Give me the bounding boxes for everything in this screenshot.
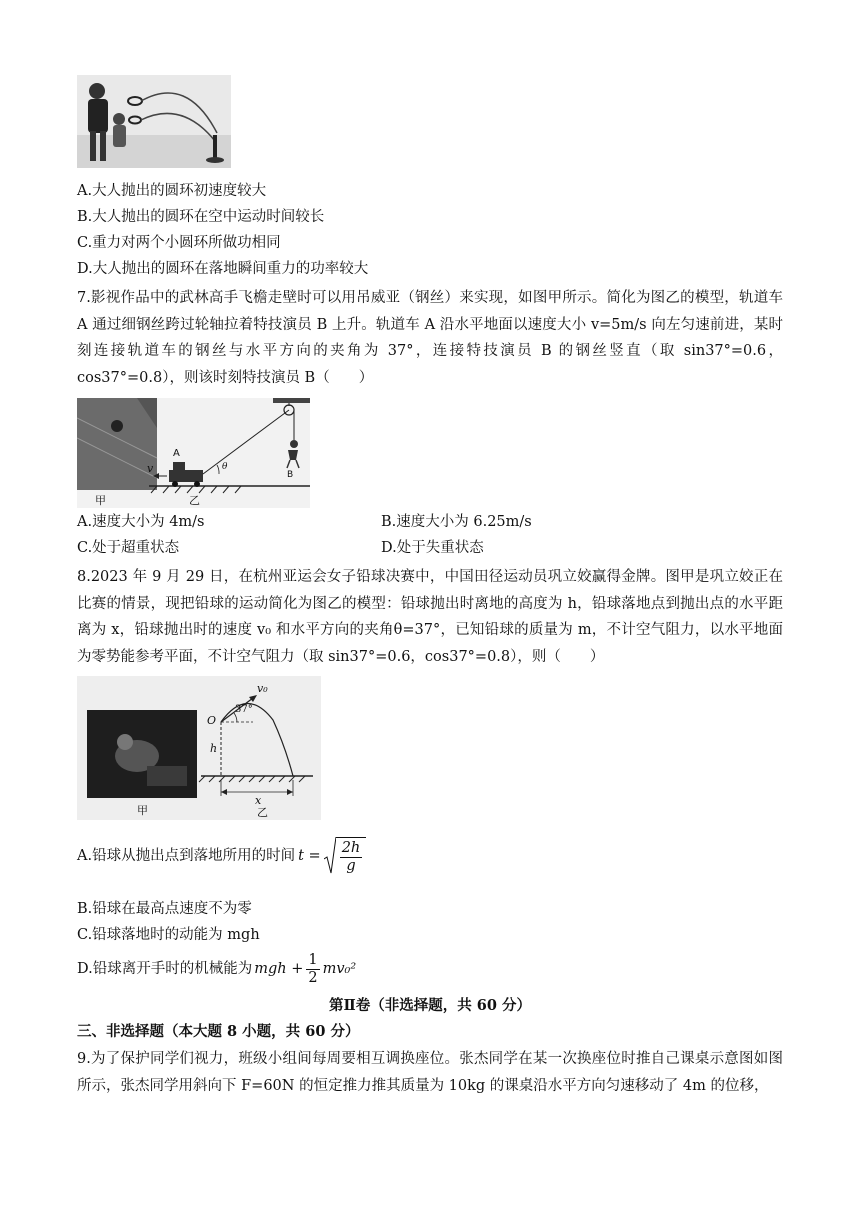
q8-label-v0: v₀ [257, 682, 268, 695]
q8-stem: 8.2023 年 9 月 29 日，在杭州亚运会女子铅球决赛中，中国田径运动员巩立姣赢得金牌。图甲是巩立姣正在比赛的情景，现把铅球的运动简化为图乙的模型：铅球抛出时离地的高度为 h，铅球落地点到抛出点的水平距离为 x，铅球抛出时的速度 v₀ 和水平方向的夹角θ=37°，已知铅球的质量为 m，不计空气阻力，以水平地面为零势能参考平面，不计空气阻力（取 sin37°=0.6，cos37°=0.8），则（ ） [77, 569, 783, 665]
q8-option-a-denominator: g [346, 858, 356, 874]
q6-option-c: C.重力对两个小圆环所做功相同 [77, 235, 281, 251]
q7-label-theta: θ [222, 462, 228, 472]
sqrt-symbol [324, 837, 367, 875]
q8-option-a [77, 836, 366, 876]
q6-option-a: A.大人抛出的圆环初速度较大 [77, 183, 267, 199]
q8-option-d-numerator: 1 [308, 951, 318, 968]
q8-label-angle: 37° [235, 704, 253, 715]
section-title: 第Ⅱ卷（非选择题，共 60 分） [329, 997, 531, 1014]
q8-option-d-text: D.铅球离开手时的机械能为 [77, 961, 253, 977]
q7-label-a: A [173, 448, 180, 459]
q8-option-a-t: t = [298, 848, 321, 864]
q7-label-yi: 乙 [189, 494, 200, 507]
q8-label-o: O [207, 714, 217, 727]
q7-option-d: D.处于失重状态 [381, 540, 484, 556]
q8-figure-drawing [77, 676, 321, 820]
q8-figure [77, 676, 321, 820]
q8-option-d-mgh: mgh + [254, 961, 304, 977]
q8-option-a-numerator: 2h [341, 840, 361, 856]
q7-label-v: v [147, 462, 154, 475]
q8-option-c: C.铅球落地时的动能为 mgh [77, 927, 260, 943]
part3-heading: 三、非选择题（本大题 8 小题，共 60 分） [77, 1023, 360, 1040]
q8-option-d [77, 950, 356, 988]
q8-option-b: B.铅球在最高点速度不为零 [77, 901, 252, 917]
q9-stem: 9.为了保护同学们视力，班级小组间每周要相互调换座位。张杰同学在某一次换座位时推自己课桌示意图如图所示，张杰同学用斜向下 F=60N 的恒定推力推其质量为 10kg 的课桌沿水平方向匀速移动了 4m 的位移， [77, 1051, 783, 1094]
q8-label-yi: 乙 [257, 806, 268, 819]
q8-label-jia: 甲 [137, 804, 148, 817]
q7-option-c: C.处于超重状态 [77, 540, 180, 556]
q8-option-a-text: A.铅球从抛出点到落地所用的时间 [77, 848, 296, 864]
q6-option-d: D.大人抛出的圆环在落地瞬间重力的功率较大 [77, 261, 369, 277]
q8-option-d-mv: mv₀² [322, 961, 357, 977]
q8-label-h: h [210, 742, 218, 755]
q7-label-b: B [287, 470, 294, 480]
q7-option-a: A.速度大小为 4m/s [77, 514, 205, 530]
q6-figure-photo [77, 75, 231, 168]
q8-label-x: x [255, 794, 262, 807]
q8-option-d-denominator: 2 [308, 969, 318, 986]
q7-figure [77, 398, 310, 508]
q7-option-b: B.速度大小为 6.25m/s [381, 514, 532, 530]
q7-label-jia: 甲 [95, 494, 106, 507]
radical-sign-icon [324, 837, 336, 875]
q7-stem: 7.影视作品中的武林高手飞檐走壁时可以用吊威亚（钢丝）来实现，如图甲所示。简化为图乙的模型，轨道车 A 通过细钢丝跨过轮轴拉着特技演员 B 上升。轨道车 A 沿水平地面以速度大小 v=5m/s 向左匀速前进，某时刻连接轨道车的钢丝与水平方向的夹角为 37°，连接特技演员 B 的钢丝竖直（取 sin37°=0.6，cos37°=0.8），则该时刻特技演员 B（ ） [77, 290, 783, 386]
q6-option-b: B.大人抛出的圆环在空中运动时间较长 [77, 209, 325, 225]
